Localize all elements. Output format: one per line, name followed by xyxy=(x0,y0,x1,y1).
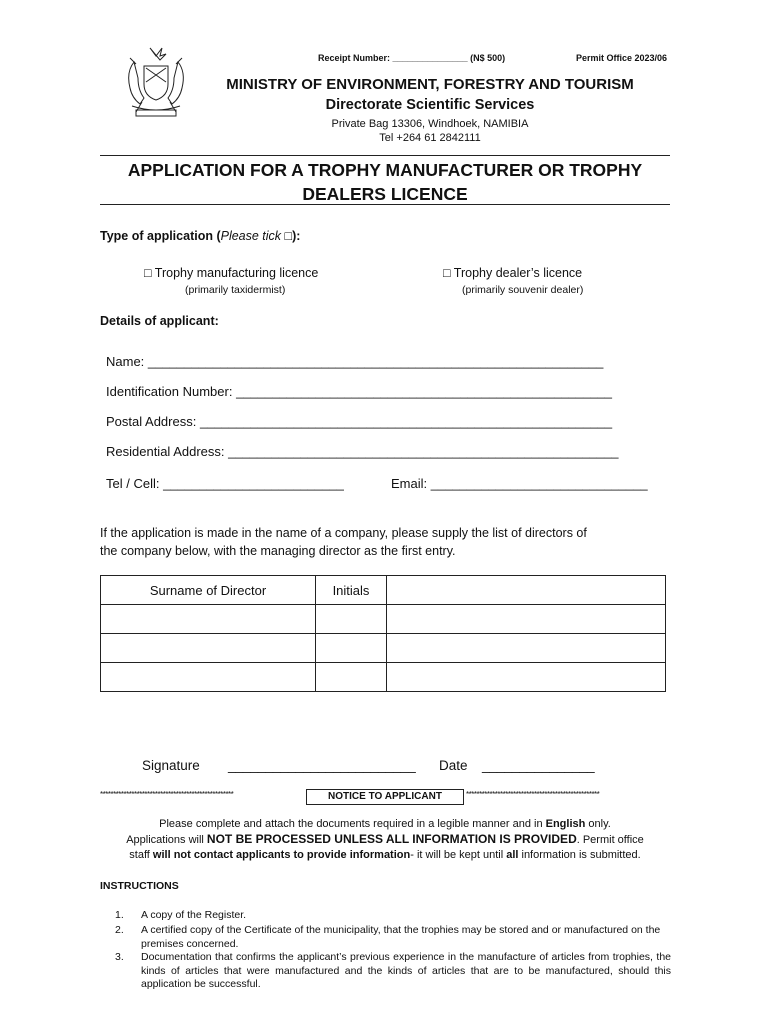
table-row xyxy=(101,663,666,692)
notice-line xyxy=(100,817,670,832)
text: only. xyxy=(585,818,611,830)
text: Please complete and attach the documents required in a legible manner and in xyxy=(159,818,546,830)
coat-of-arms-icon xyxy=(122,44,190,122)
extra-cell[interactable] xyxy=(387,605,666,634)
ministry-name: MINISTRY OF ENVIRONMENT, FORESTRY AND TOURISM xyxy=(226,76,634,93)
text: . Permit office xyxy=(576,834,644,846)
table-row xyxy=(101,605,666,634)
title-line: APPLICATION FOR A TROPHY MANUFACTURER OR TROPHY xyxy=(127,160,643,180)
notice-text xyxy=(100,817,670,863)
ministry-address xyxy=(190,117,670,145)
item-number: 1. xyxy=(115,909,124,921)
email-field[interactable]: Email: ______________________________ xyxy=(391,476,648,491)
surname-cell[interactable] xyxy=(101,605,316,634)
phone-line: Tel +264 61 2842111 xyxy=(379,132,481,144)
surname-header: Surname of Director xyxy=(101,576,316,605)
para-line: If the application is made in the name of a company, please supply the list of directors of xyxy=(100,526,587,540)
initials-cell[interactable] xyxy=(316,634,387,663)
notice-stars-right: *************************************************** xyxy=(466,790,600,799)
directorate-name: Directorate Scientific Services xyxy=(325,97,535,113)
initials-cell[interactable] xyxy=(316,605,387,634)
text: Applications will xyxy=(126,834,207,846)
permit-office-code: Permit Office 2023/06 xyxy=(576,53,668,63)
notice-line xyxy=(100,848,670,863)
date-label: Date xyxy=(439,758,468,773)
option-dealer-licence[interactable]: □ Trophy dealer’s licence xyxy=(443,266,583,280)
text: staff xyxy=(129,849,153,861)
bold-text: all xyxy=(506,849,519,861)
item-number: 3. xyxy=(115,951,124,963)
signature-label: Signature xyxy=(142,758,200,773)
notice-title: NOTICE TO APPLICANT xyxy=(306,789,464,805)
item-text: Documentation that confirms the applicant’s previous experience in the manufacture of articles from trophies, the kinds of articles that were manufactured and the kinds of articles that are to be manufactured, should this application be successful. xyxy=(141,951,671,990)
option-dealer-subtext: (primarily souvenir dealer) xyxy=(462,284,584,296)
residential-address-field[interactable]: Residential Address: ______________________________________________________ xyxy=(106,444,619,459)
label-end: □): xyxy=(281,229,301,243)
text: - it will be kept until xyxy=(410,849,507,861)
table-row xyxy=(101,634,666,663)
company-instructions xyxy=(100,524,670,560)
extra-header xyxy=(387,576,666,605)
instructions-heading: INSTRUCTIONS xyxy=(100,880,179,892)
surname-cell[interactable] xyxy=(101,663,316,692)
tel-cell-field[interactable]: Tel / Cell: _________________________ xyxy=(106,476,344,491)
details-heading: Details of applicant: xyxy=(100,314,219,328)
bold-text: NOT BE PROCESSED UNLESS ALL INFORMATION IS PROVIDED xyxy=(206,832,577,846)
title-top-rule xyxy=(100,155,670,156)
initials-header: Initials xyxy=(316,576,387,605)
surname-cell[interactable] xyxy=(101,634,316,663)
bold-text: will not contact applicants to provide information xyxy=(152,849,411,861)
extra-cell[interactable] xyxy=(387,663,666,692)
address-line: Private Bag 13306, Windhoek, NAMIBIA xyxy=(331,118,529,130)
label-text: Type of application ( xyxy=(100,229,221,243)
directors-table xyxy=(100,575,666,692)
date-line[interactable]: _______________ xyxy=(482,758,595,773)
id-number-field[interactable]: Identification Number: ____________________________________________________ xyxy=(106,384,613,399)
item-number: 2. xyxy=(115,924,124,936)
text: information is submitted. xyxy=(518,849,641,861)
receipt-number: Receipt Number: _______________ (N$ 500) xyxy=(318,53,506,63)
type-of-application-label xyxy=(100,229,300,243)
notice-line xyxy=(100,832,670,848)
option-manufacturing-licence[interactable]: □ Trophy manufacturing licence xyxy=(144,266,319,280)
signature-line[interactable]: _________________________ xyxy=(228,758,416,773)
title-line: DEALERS LICENCE xyxy=(302,184,468,204)
title-bottom-rule xyxy=(100,204,670,205)
option-manufacturing-subtext: (primarily taxidermist) xyxy=(185,284,286,296)
label-italic: Please tick xyxy=(220,229,282,243)
initials-cell[interactable] xyxy=(316,663,387,692)
table-header-row xyxy=(101,576,666,605)
notice-stars-left: *************************************************** xyxy=(100,790,234,799)
bold-text: English xyxy=(545,818,586,830)
postal-address-field[interactable]: Postal Address: _________________________________________________________ xyxy=(106,414,613,429)
extra-cell[interactable] xyxy=(387,634,666,663)
page-title xyxy=(100,158,670,206)
para-line: the company below, with the managing director as the first entry. xyxy=(100,544,456,558)
item-text: A certified copy of the Certificate of the municipality, that the trophies may be stored and or manufactured on the premises concerned. xyxy=(141,924,661,950)
item-text: A copy of the Register. xyxy=(141,909,247,921)
name-field[interactable]: Name: _______________________________________________________________ xyxy=(106,354,604,369)
